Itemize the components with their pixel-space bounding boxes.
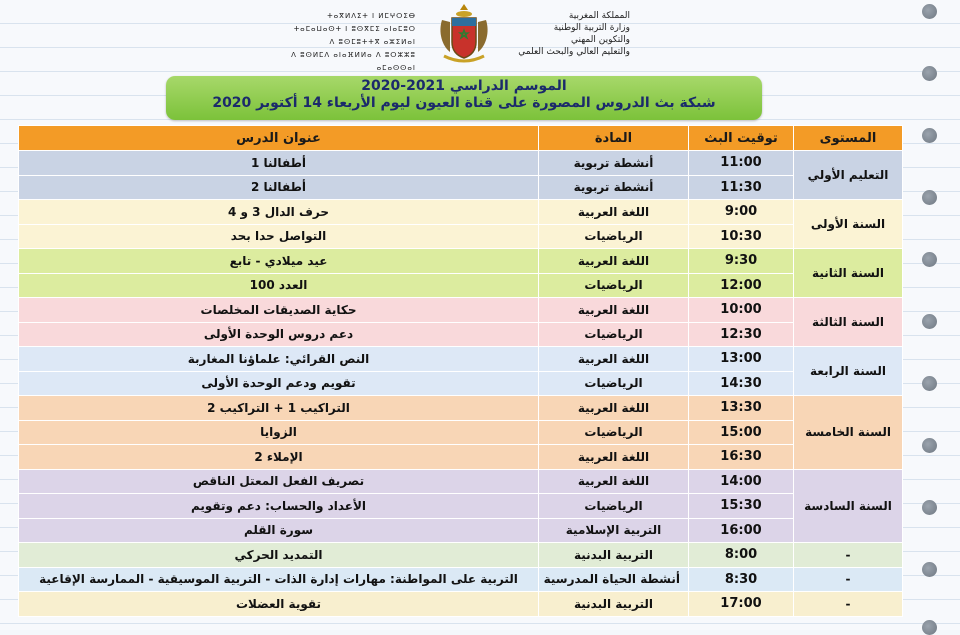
table-row bbox=[19, 322, 903, 347]
lesson-title-cell: التواصل حدا بحد bbox=[19, 224, 539, 249]
header-subject: المادة bbox=[539, 126, 689, 151]
time-cell: 15:00 bbox=[689, 420, 794, 445]
time-cell: 8:30 bbox=[689, 567, 794, 592]
lesson-title-cell: حرف الدال 3 و 4 bbox=[19, 200, 539, 225]
subject-cell: التربية الإسلامية bbox=[539, 518, 689, 543]
lesson-title-cell: سورة القلم bbox=[19, 518, 539, 543]
lesson-title-cell: أطفالنا 2 bbox=[19, 175, 539, 200]
subject-cell: اللغة العربية bbox=[539, 200, 689, 225]
ministry-line: المملكة المغربية bbox=[568, 11, 630, 21]
ministry-line: والتكوين المهني bbox=[571, 35, 630, 45]
coat-of-arms-icon bbox=[436, 2, 492, 66]
subject-cell: التربية البدنية bbox=[539, 592, 689, 617]
level-cell: السنة السادسة bbox=[794, 469, 903, 543]
time-cell: 13:00 bbox=[689, 347, 794, 372]
level-cell: - bbox=[794, 567, 903, 592]
binder-hole bbox=[922, 376, 937, 391]
lesson-title-cell: أطفالنا 1 bbox=[19, 151, 539, 176]
subject-cell: اللغة العربية bbox=[539, 298, 689, 323]
table-row bbox=[19, 445, 903, 470]
time-cell: 12:00 bbox=[689, 273, 794, 298]
level-cell: السنة الثالثة bbox=[794, 298, 903, 347]
ministry-name-tifinagh bbox=[286, 10, 416, 75]
lesson-title-cell: الإملاء 2 bbox=[19, 445, 539, 470]
lesson-title-cell: العدد 100 bbox=[19, 273, 539, 298]
table-row bbox=[19, 494, 903, 519]
binder-hole bbox=[922, 500, 937, 515]
subject-cell: اللغة العربية bbox=[539, 445, 689, 470]
binder-hole bbox=[922, 562, 937, 577]
lesson-title-cell: تقوية العضلات bbox=[19, 592, 539, 617]
time-cell: 9:30 bbox=[689, 249, 794, 274]
level-cell: السنة الخامسة bbox=[794, 396, 903, 470]
table-row bbox=[19, 151, 903, 176]
level-cell: - bbox=[794, 543, 903, 568]
ministry-name-arabic bbox=[500, 10, 630, 58]
subject-cell: اللغة العربية bbox=[539, 249, 689, 274]
time-cell: 9:00 bbox=[689, 200, 794, 225]
time-cell: 14:00 bbox=[689, 469, 794, 494]
table-row bbox=[19, 200, 903, 225]
lesson-title-cell: تصريف الفعل المعتل الناقص bbox=[19, 469, 539, 494]
subject-cell: اللغة العربية bbox=[539, 347, 689, 372]
table-row bbox=[19, 224, 903, 249]
binder-hole bbox=[922, 4, 937, 19]
level-cell: - bbox=[794, 592, 903, 617]
tifinagh-line: ⵜⴰⴳⵍⴷⵉⵜ ⵏ ⵍⵎⵖⵔⵉⴱ bbox=[327, 12, 416, 20]
table-row bbox=[19, 273, 903, 298]
level-cell: السنة الثانية bbox=[794, 249, 903, 298]
subject-cell: التربية البدنية bbox=[539, 543, 689, 568]
tifinagh-line: ⵜⴰⵎⴰⵡⴰⵙⵜ ⵏ ⵓⵙⴳⵎⵉ ⴰⵏⴰⵎⵓⵔ bbox=[293, 25, 416, 33]
time-cell: 10:00 bbox=[689, 298, 794, 323]
binder-hole bbox=[922, 66, 937, 81]
lesson-title-cell: الأعداد والحساب: دعم وتقويم bbox=[19, 494, 539, 519]
lesson-title-cell: التربية على المواطنة: مهارات إدارة الذات - التربية الموسيقية - الممارسة الإقاعية bbox=[19, 567, 539, 592]
binder-hole bbox=[922, 620, 937, 635]
table-row bbox=[19, 567, 903, 592]
binder-hole bbox=[922, 314, 937, 329]
ministry-line: وزارة التربية الوطنية bbox=[553, 23, 630, 33]
tifinagh-line: ⴷ ⵓⵙⵍⵎⴷ ⴰⵏⴰⴼⵍⵍⴰ ⴷ ⵓⵔⵣⵣⵓ ⴰⵎⴰⵙⵙⴰⵏ bbox=[291, 51, 416, 72]
subject-cell: الرياضيات bbox=[539, 273, 689, 298]
table-header-row bbox=[19, 126, 903, 151]
tifinagh-line: ⴷ ⵓⵙⵎⵓⵜⵜⴳ ⴰⵣⵉⵍⴰⵏ bbox=[329, 38, 416, 46]
table-row bbox=[19, 371, 903, 396]
subject-cell: اللغة العربية bbox=[539, 396, 689, 421]
subject-cell: الرياضيات bbox=[539, 420, 689, 445]
header-level: المستوى bbox=[794, 126, 903, 151]
binder-hole bbox=[922, 438, 937, 453]
broadcast-schedule-title: شبكة بث الدروس المصورة على قناة العيون ليوم الأربعاء 14 أكتوبر 2020 bbox=[212, 95, 716, 111]
level-cell: السنة الأولى bbox=[794, 200, 903, 249]
schedule-title-banner bbox=[166, 76, 762, 120]
header-lesson-title: عنوان الدرس bbox=[19, 126, 539, 151]
subject-cell: الرياضيات bbox=[539, 371, 689, 396]
lesson-title-cell: حكاية الصديقات المخلصات bbox=[19, 298, 539, 323]
table-row bbox=[19, 298, 903, 323]
time-cell: 17:00 bbox=[689, 592, 794, 617]
time-cell: 12:30 bbox=[689, 322, 794, 347]
binder-hole bbox=[922, 190, 937, 205]
subject-cell: الرياضيات bbox=[539, 494, 689, 519]
subject-cell: أنشطة تربوية bbox=[539, 175, 689, 200]
binder-holes bbox=[922, 0, 946, 630]
lesson-title-cell: الزوايا bbox=[19, 420, 539, 445]
ministry-line: والتعليم العالي والبحث العلمي bbox=[518, 47, 630, 57]
broadcast-schedule-table bbox=[18, 125, 903, 617]
lesson-title-cell: النص القرائي: علماؤنا المغاربة bbox=[19, 347, 539, 372]
time-cell: 15:30 bbox=[689, 494, 794, 519]
binder-hole bbox=[922, 128, 937, 143]
lesson-title-cell: دعم دروس الوحدة الأولى bbox=[19, 322, 539, 347]
level-cell: السنة الرابعة bbox=[794, 347, 903, 396]
lesson-title-cell: تقويم ودعم الوحدة الأولى bbox=[19, 371, 539, 396]
table-row bbox=[19, 175, 903, 200]
time-cell: 11:30 bbox=[689, 175, 794, 200]
time-cell: 8:00 bbox=[689, 543, 794, 568]
table-row bbox=[19, 543, 903, 568]
table-row bbox=[19, 420, 903, 445]
lesson-title-cell: التمديد الحركي bbox=[19, 543, 539, 568]
time-cell: 10:30 bbox=[689, 224, 794, 249]
school-year-title: الموسم الدراسي 2021-2020 bbox=[361, 78, 567, 94]
table-row bbox=[19, 347, 903, 372]
subject-cell: أنشطة تربوية bbox=[539, 151, 689, 176]
header-broadcast-time: توقيت البث bbox=[689, 126, 794, 151]
time-cell: 11:00 bbox=[689, 151, 794, 176]
subject-cell: أنشطة الحياة المدرسية bbox=[539, 567, 689, 592]
subject-cell: اللغة العربية bbox=[539, 469, 689, 494]
table-row bbox=[19, 249, 903, 274]
binder-hole bbox=[922, 252, 937, 267]
table-row bbox=[19, 592, 903, 617]
time-cell: 14:30 bbox=[689, 371, 794, 396]
time-cell: 16:00 bbox=[689, 518, 794, 543]
table-row bbox=[19, 469, 903, 494]
subject-cell: الرياضيات bbox=[539, 322, 689, 347]
time-cell: 13:30 bbox=[689, 396, 794, 421]
lesson-title-cell: التراكيب 1 + التراكيب 2 bbox=[19, 396, 539, 421]
lesson-title-cell: عيد ميلادي - تابع bbox=[19, 249, 539, 274]
time-cell: 16:30 bbox=[689, 445, 794, 470]
subject-cell: الرياضيات bbox=[539, 224, 689, 249]
table-row bbox=[19, 518, 903, 543]
table-row bbox=[19, 396, 903, 421]
ministry-header bbox=[286, 2, 636, 72]
level-cell: التعليم الأولي bbox=[794, 151, 903, 200]
